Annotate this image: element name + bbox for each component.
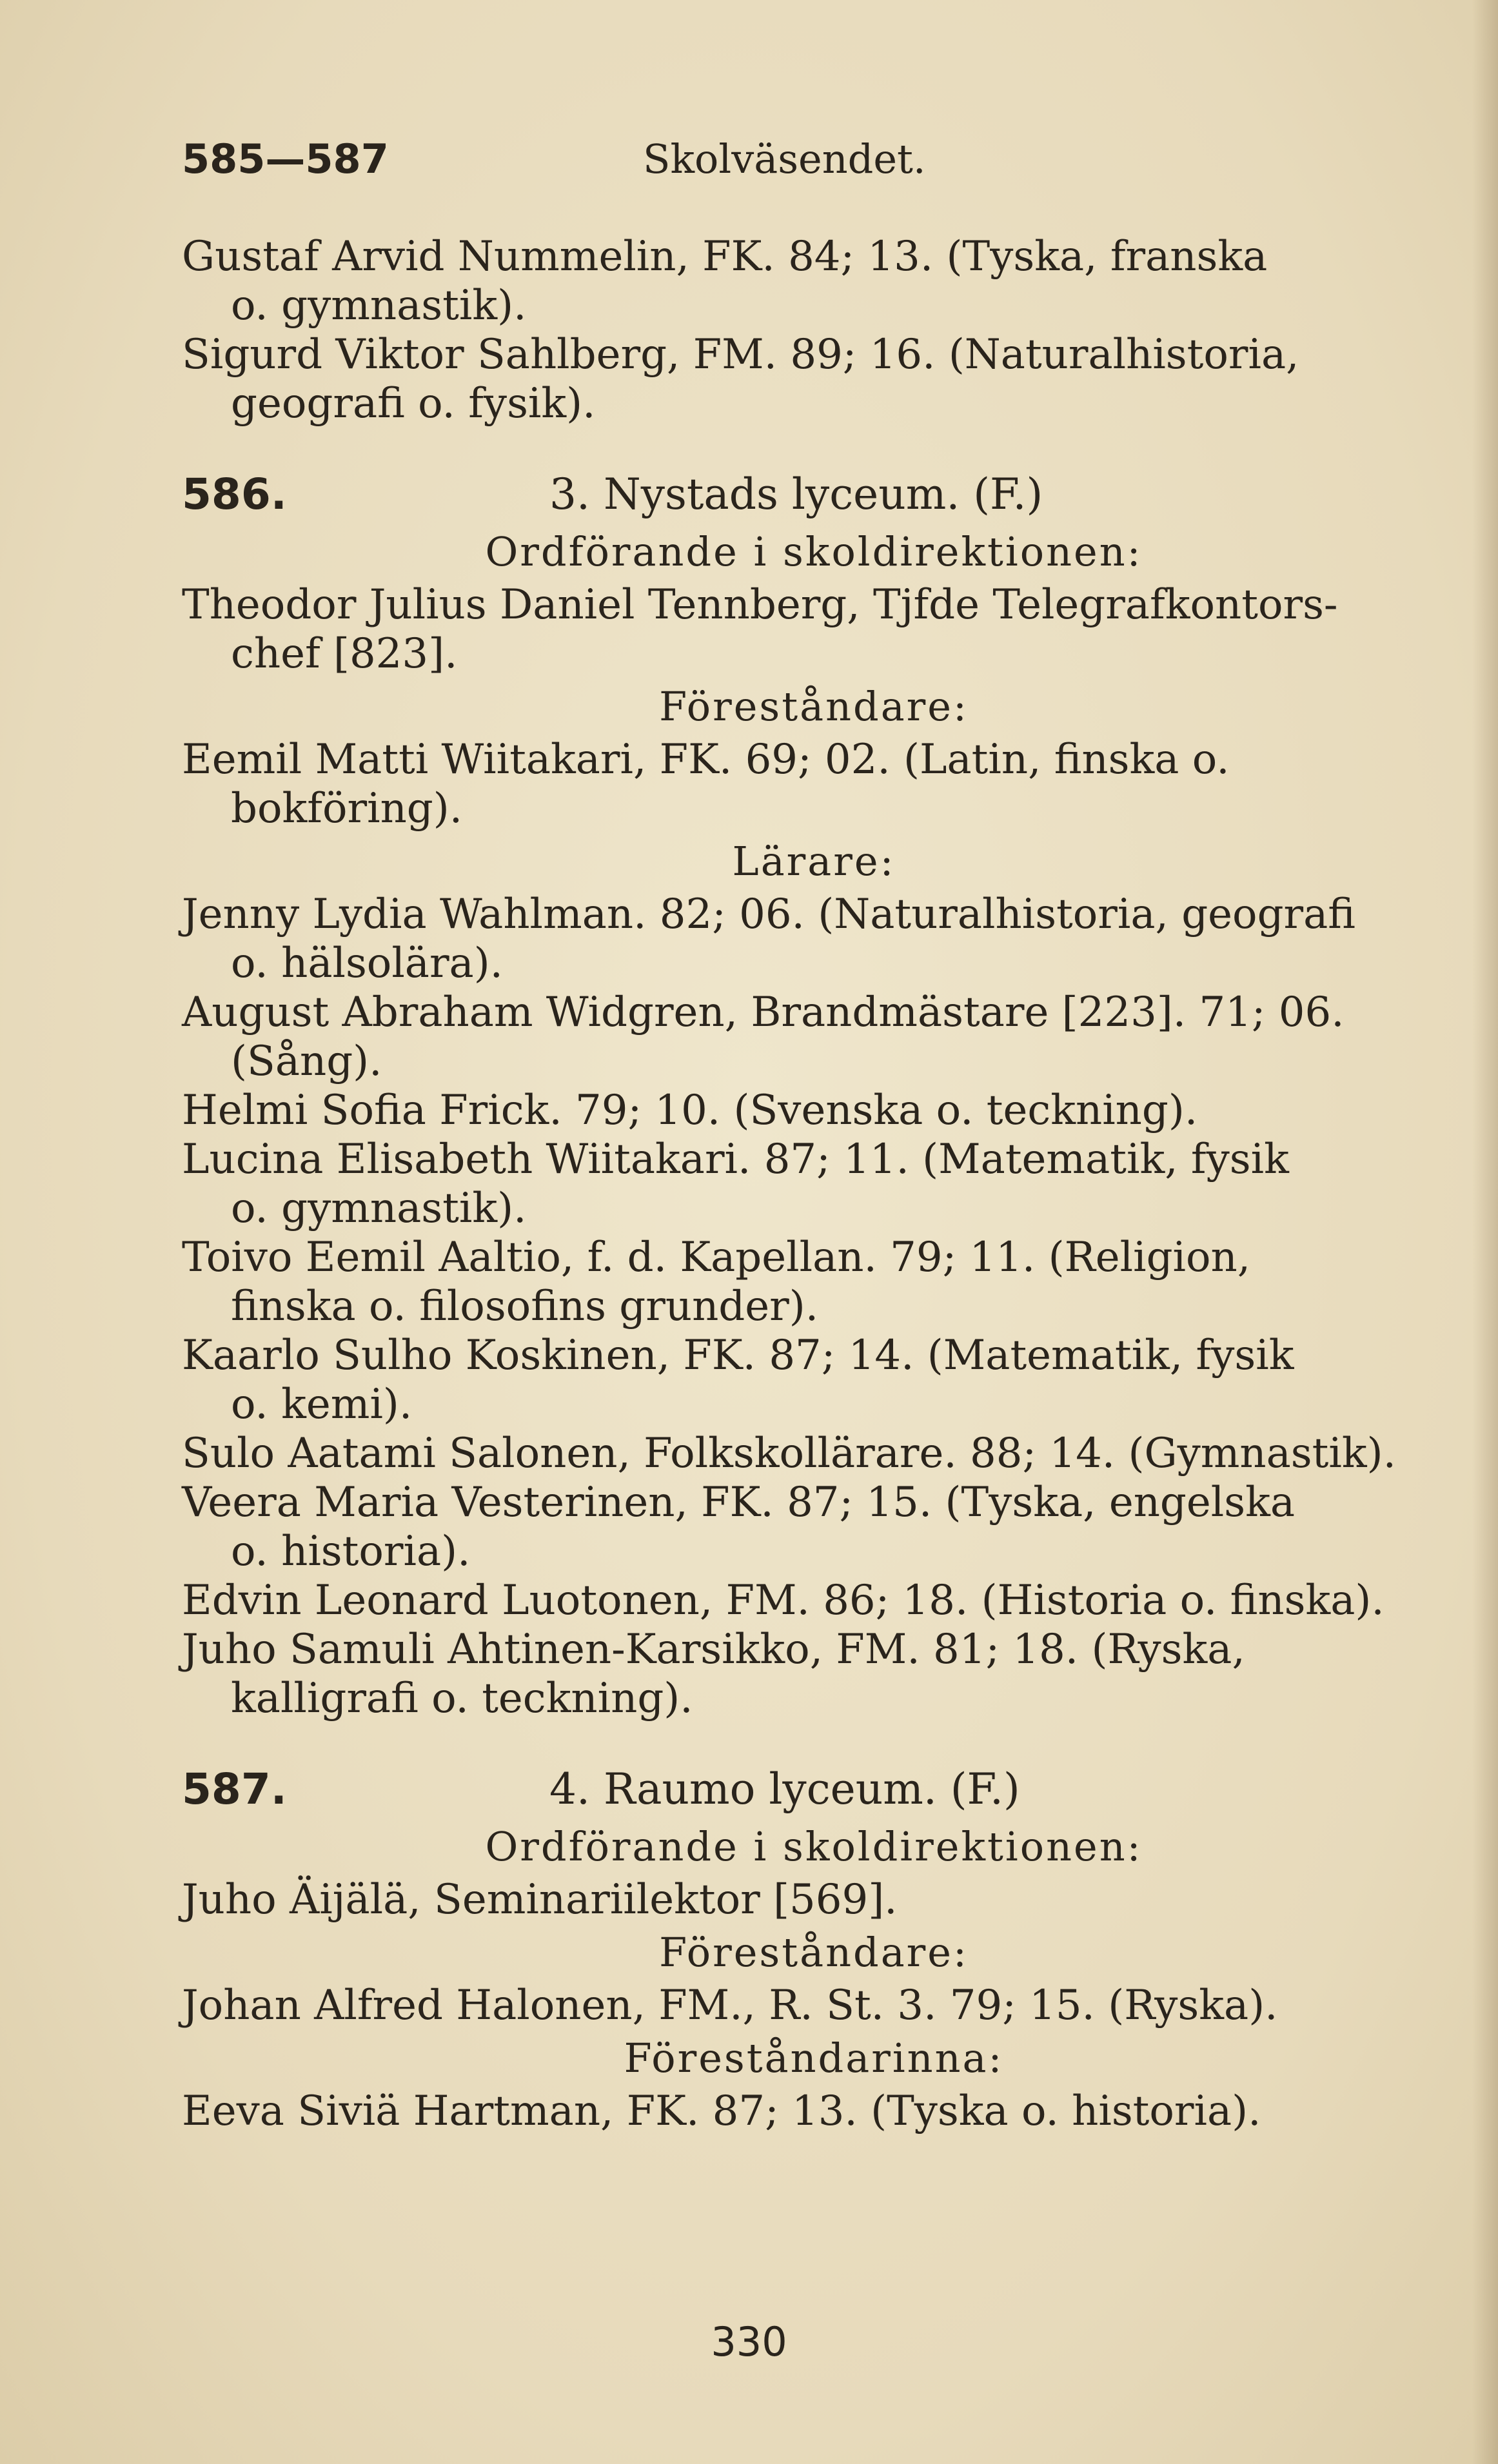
header-range: 585—587: [182, 135, 389, 182]
section-586-chair-cont: chef [823].: [231, 630, 458, 678]
section-587-chair-heading: Ordförande i skoldirektionen:: [485, 1823, 1143, 1870]
section-586-chair: Theodor Julius Daniel Tennberg, Tjfde Telegrafkontors-: [182, 581, 1338, 629]
page-edge-shadow: [1472, 0, 1498, 2464]
teacher-wahlman: Jenny Lydia Wahlman. 82; 06. (Naturalhistoria, geografi: [182, 891, 1355, 938]
teacher-koskinen: Kaarlo Sulho Koskinen, FK. 87; 14. (Matematik, fysik: [182, 1332, 1294, 1379]
section-587-principal: Johan Alfred Halonen, FM., R. St. 3. 79; 15. (Ryska).: [182, 1982, 1278, 2029]
teacher-wiitakari: Lucina Elisabeth Wiitakari. 87; 11. (Matematik, fysik: [182, 1136, 1289, 1183]
teacher-widgren-cont: (Sång).: [231, 1038, 382, 1085]
section-586-number: 586.: [182, 469, 287, 519]
entry-sahlberg-cont: geografi o. fysik).: [231, 380, 596, 428]
running-header: [182, 135, 926, 182]
teacher-ahtinen-karsikko-cont: kalligrafi o. teckning).: [231, 1675, 693, 1722]
section-586-principal: Eemil Matti Wiitakari, FK. 69; 02. (Latin, finska o.: [182, 736, 1230, 784]
entry-nummelin: Gustaf Arvid Nummelin, FK. 84; 13. (Tyska, franska: [182, 233, 1268, 281]
section-587-title: 4. Raumo lyceum. (F.): [549, 1764, 1020, 1814]
teacher-salonen: Sulo Aatami Salonen, Folkskollärare. 88; 14. (Gymnastik).: [182, 1430, 1396, 1477]
header-title: Skolväsendet.: [643, 135, 926, 182]
section-587-principal-f: Eeva Siviä Hartman, FK. 87; 13. (Tyska o. historia).: [182, 2087, 1261, 2135]
teacher-koskinen-cont: o. kemi).: [231, 1381, 413, 1428]
section-587-chair: Juho Äijälä, Seminariilektor [569].: [182, 1876, 898, 1924]
teacher-vesterinen-cont: o. historia).: [231, 1528, 471, 1575]
teacher-widgren: August Abraham Widgren, Brandmästare [223]. 71; 06.: [182, 989, 1345, 1036]
section-586-heading: [182, 466, 1446, 524]
section-586-principal-cont: bokföring).: [231, 785, 463, 833]
section-587-principal-heading: Föreståndare:: [659, 1929, 969, 1976]
teacher-wiitakari-cont: o. gymnastik).: [231, 1185, 527, 1232]
teacher-vesterinen: Veera Maria Vesterinen, FK. 87; 15. (Tyska, engelska: [182, 1479, 1295, 1526]
section-587-principal-f-heading: Föreståndarinna:: [624, 2035, 1004, 2082]
section-587-number: 587.: [182, 1764, 287, 1814]
section-586-title: 3. Nystads lyceum. (F.): [549, 469, 1043, 519]
teacher-ahtinen-karsikko: Juho Samuli Ahtinen-Karsikko, FM. 81; 18. (Ryska,: [182, 1626, 1245, 1673]
teacher-aaltio-cont: finska o. filosofins grunder).: [231, 1283, 819, 1330]
entry-sahlberg: Sigurd Viktor Sahlberg, FM. 89; 16. (Naturalhistoria,: [182, 331, 1299, 379]
page-body: [182, 232, 1446, 2136]
section-586-chair-heading: Ordförande i skoldirektionen:: [485, 528, 1143, 575]
section-586-teachers-heading: Lärare:: [732, 838, 896, 885]
section-587-heading: [182, 1760, 1446, 1818]
section-586-principal-heading: Föreståndare:: [659, 683, 969, 730]
entry-nummelin-cont: o. gymnastik).: [231, 282, 527, 330]
teacher-luotonen: Edvin Leonard Luotonen, FM. 86; 18. (Historia o. finska).: [182, 1577, 1385, 1624]
teacher-aaltio: Toivo Eemil Aaltio, f. d. Kapellan. 79; 11. (Religion,: [182, 1234, 1251, 1281]
teacher-wahlman-cont: o. hälsolära).: [231, 940, 503, 987]
teacher-frick: Helmi Sofia Frick. 79; 10. (Svenska o. teckning).: [182, 1087, 1198, 1134]
page-number: 330: [711, 2318, 787, 2365]
